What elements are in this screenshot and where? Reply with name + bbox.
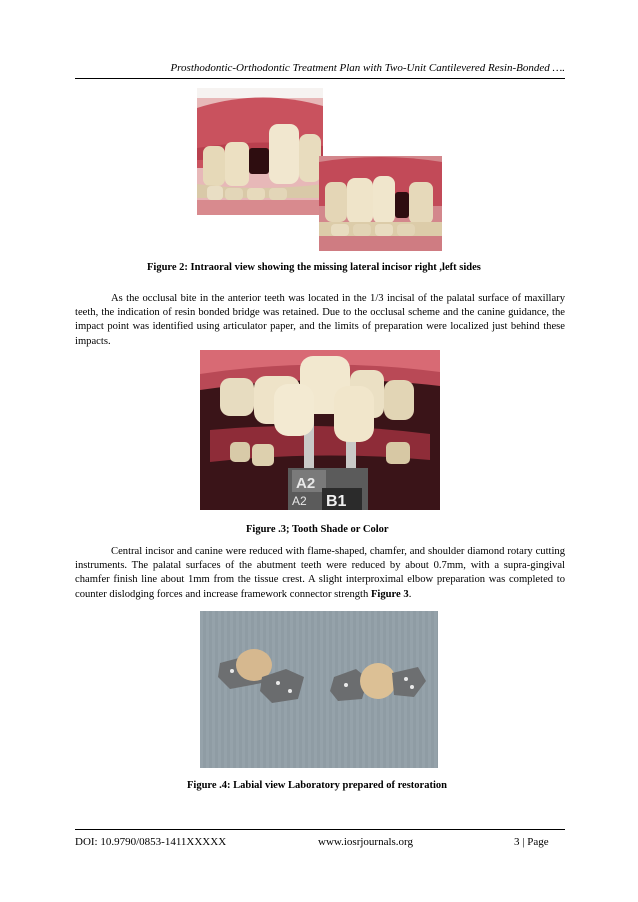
figure-2-photo-left-side	[319, 156, 442, 251]
paragraph-2-figure-ref: Figure 3	[370, 588, 409, 600]
figure-4-caption: Figure .4: Labial view Laboratory prepared of restoration	[187, 780, 447, 791]
paragraph-1: As the occlusal bite in the anterior teeth was located in the 1/3 incisal of the palatal surface of maxillary teeth, the indication of resin bonded bridge was retained. Due to the occlusal scheme and the canine guidance, the impact point was identified using articulator paper, and the limits of preparation were localized just behind these impacts.	[75, 293, 565, 347]
figure-3-shade-photo	[200, 350, 440, 510]
shade-label-a2-top: A2	[296, 475, 316, 492]
paragraph-2-end: .	[408, 588, 412, 600]
paragraph-2	[75, 545, 565, 602]
footer-page-number: 3 | Page	[514, 836, 549, 848]
footer-doi: DOI: 10.9790/0853-1411XXXXX	[75, 836, 227, 848]
shade-label-b1: B1	[326, 493, 347, 510]
figure-2-caption: Figure 2: Intraoral view showing the missing lateral incisor right ,left sides	[147, 262, 481, 273]
header-rule	[75, 78, 565, 79]
figure-3-caption: Figure .3; Tooth Shade or Color	[246, 524, 389, 535]
shade-label-a2-bottom: A2	[292, 494, 307, 508]
footer-rule	[75, 829, 565, 830]
paragraph-2-text: Central incisor and canine were reduced with flame-shaped, chamfer, and shoulder diamond rotary cutting instruments. The palatal surfaces of the abutment teeth were reduced by about 0.7mm, with a supra-gingival chamfer finish line about 1mm from the tissue crest. A slight interproximal elbow preparation was completed to counter dislodging forces and increase framework connector strength	[75, 546, 565, 600]
running-title: Prosthodontic-Orthodontic Treatment Plan with Two-Unit Cantilevered Resin-Bonded ….	[170, 62, 565, 74]
footer-website: www.iosrjournals.org	[318, 836, 414, 848]
figure-4-restoration-photo	[200, 611, 438, 768]
figure-2-photo-right-side	[197, 88, 323, 215]
